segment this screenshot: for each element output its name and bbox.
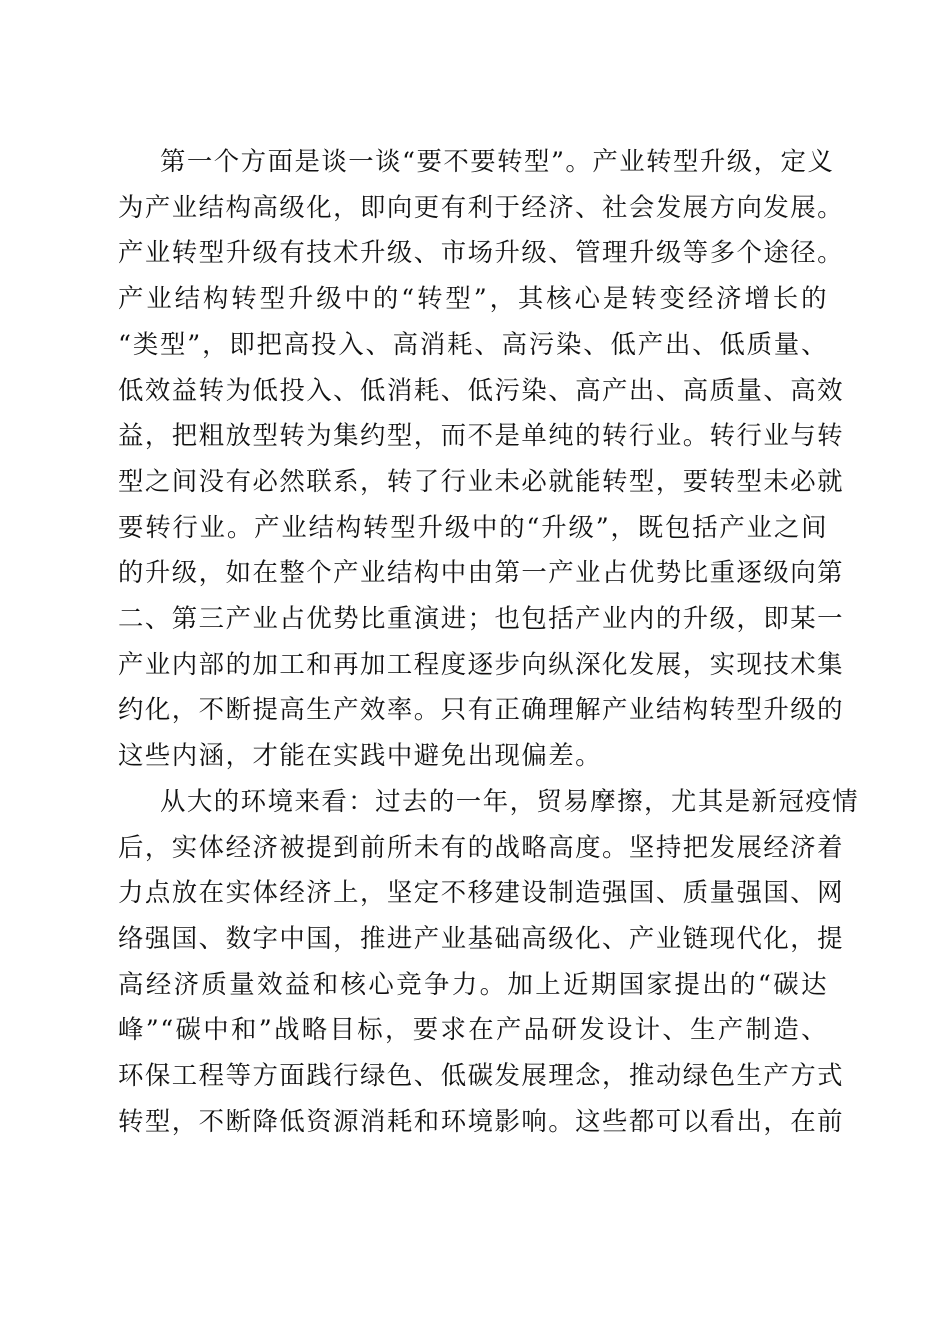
- text-line: 型之间没有必然联系，转了行业未必就能转型，要转型未必就: [118, 465, 845, 496]
- text-line: 低效益转为低投入、低消耗、低污染、高产出、高质量、高效: [118, 374, 845, 405]
- text-line: 高经济质量效益和核心竞争力。加上近期国家提出的“碳达: [118, 968, 828, 999]
- text-line: 峰”“碳中和”战略目标，要求在产品研发设计、生产制造、: [118, 1014, 828, 1045]
- text-line: 为产业结构高级化，即向更有利于经济、社会发展方向发展。: [118, 191, 845, 222]
- text-line: 力点放在实体经济上，坚定不移建设制造强国、质量强国、网: [118, 877, 845, 908]
- text-line: 二、第三产业占优势比重演进；也包括产业内的升级，即某一: [118, 603, 845, 634]
- text-line: 这些内涵，才能在实践中避免出现偏差。: [118, 740, 603, 771]
- text-line: 产业内部的加工和再加工程度逐步向纵深化发展，实现技术集: [118, 648, 845, 679]
- text-line: 的升级，如在整个产业结构中由第一产业占优势比重逐级向第: [118, 557, 845, 588]
- paragraph-1: [118, 139, 845, 779]
- text-line: 约化，不断提高生产效率。只有正确理解产业结构转型升级的: [118, 694, 845, 725]
- text-line: 要转行业。产业结构转型升级中的“升级”，既包括产业之间: [118, 511, 828, 542]
- text-line: 环保工程等方面践行绿色、低碳发展理念，推动绿色生产方式: [118, 1060, 845, 1091]
- text-line: 从大的环境来看：过去的一年，贸易摩擦，尤其是新冠疫情: [160, 785, 860, 816]
- text-line: 益，把粗放型转为集约型，而不是单纯的转行业。转行业与转: [118, 420, 845, 451]
- text-line: “类型”，即把高投入、高消耗、高污染、低产出、低质量、: [118, 328, 828, 359]
- text-line: 转型，不断降低资源消耗和环境影响。这些都可以看出，在前: [118, 1105, 845, 1136]
- text-line: 产业结构转型升级中的“转型”，其核心是转变经济增长的: [118, 283, 828, 314]
- text-line: 第一个方面是谈一谈“要不要转型”。产业转型升级，定义: [160, 146, 835, 176]
- text-line: 产业转型升级有技术升级、市场升级、管理升级等多个途径。: [118, 237, 845, 268]
- document-body: [118, 139, 860, 1144]
- text-line: 络强国、数字中国，推进产业基础高级化、产业链现代化，提: [118, 922, 845, 953]
- paragraph-2: [118, 779, 860, 1145]
- text-line: 后，实体经济被提到前所未有的战略高度。坚持把发展经济着: [118, 831, 845, 862]
